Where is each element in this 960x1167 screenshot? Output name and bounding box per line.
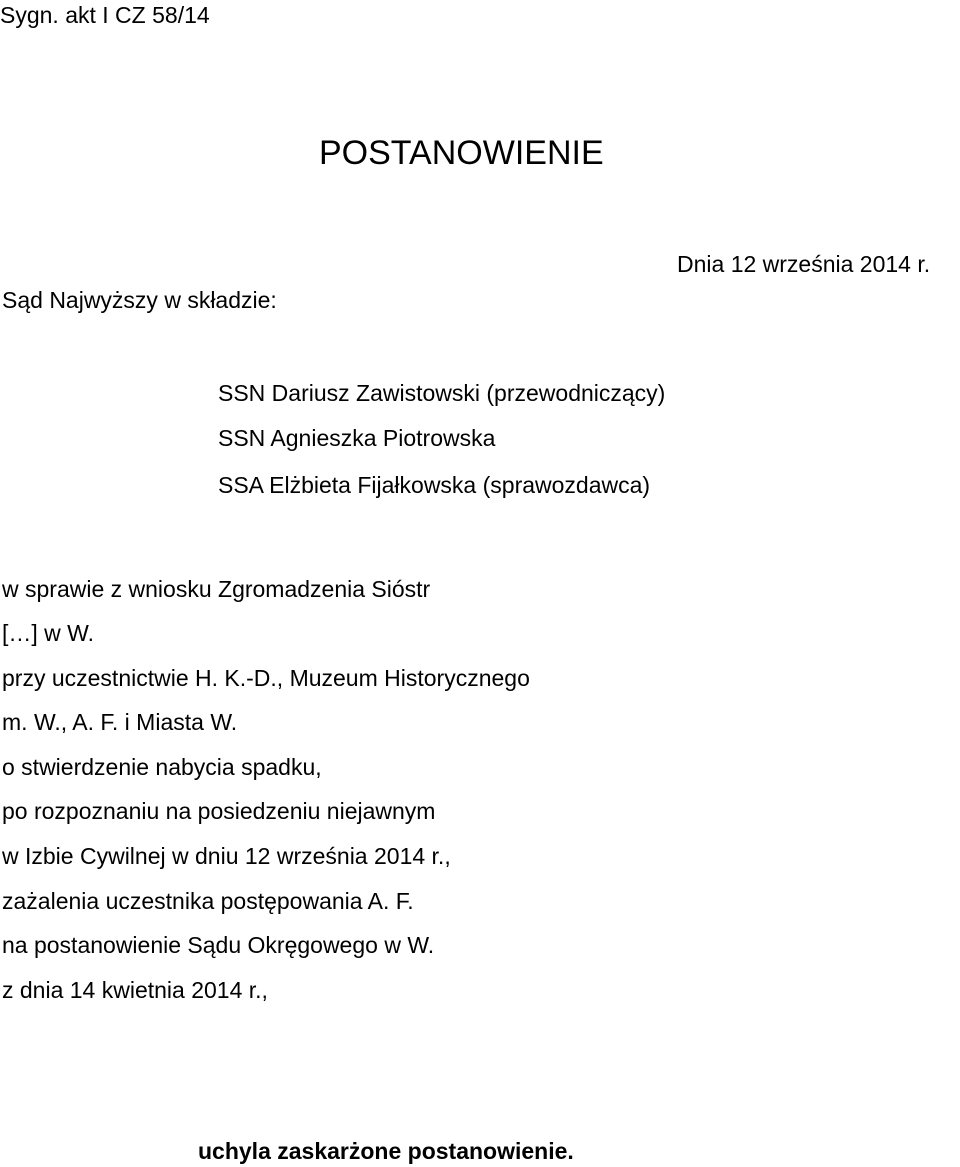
body-line: zażalenia uczestnika postępowania A. F. [2,888,414,914]
judge-rapporteur: SSA Elżbieta Fijałkowska (sprawozdawca) [218,472,651,498]
ruling-decision: uchyla zaskarżone postanowienie. [198,1138,574,1164]
body-line: w sprawie z wniosku Zgromadzenia Sióstr [2,576,431,602]
body-line: m. W., A. F. i Miasta W. [2,709,238,735]
body-line: […] w W. [2,620,94,646]
judge-presiding: SSN Dariusz Zawistowski (przewodniczący) [218,380,666,406]
body-line: z dnia 14 kwietnia 2014 r., [2,977,268,1003]
body-line: po rozpoznaniu na posiedzeniu niejawnym [2,798,436,824]
ruling-date: Dnia 12 września 2014 r. [677,251,931,277]
body-line: przy uczestnictwie H. K.-D., Muzeum Historycznego [2,665,530,691]
body-line: o stwierdzenie nabycia spadku, [2,754,322,780]
document-title: POSTANOWIENIE [319,134,604,172]
court-composition-label: Sąd Najwyższy w składzie: [2,287,277,313]
body-line: w Izbie Cywilnej w dniu 12 września 2014 r., [2,843,451,869]
body-line: na postanowienie Sądu Okręgowego w W. [2,932,435,958]
case-signature: Sygn. akt I CZ 58/14 [0,2,210,28]
judge-member: SSN Agnieszka Piotrowska [218,425,496,451]
